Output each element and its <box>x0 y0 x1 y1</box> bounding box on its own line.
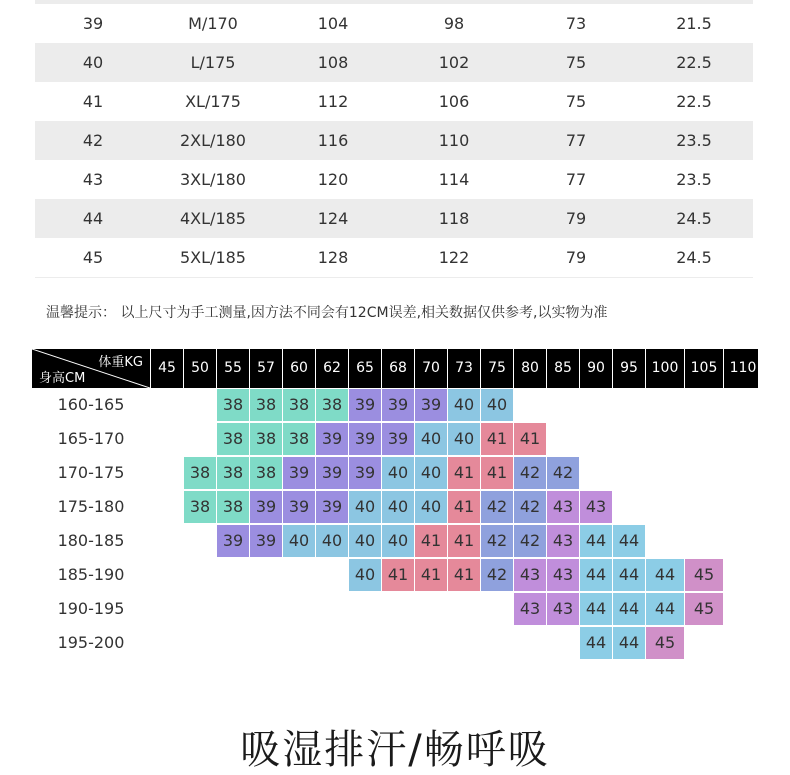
size-cell-size-code: 40 <box>82 53 104 72</box>
size-cell-length: 75 <box>565 92 587 111</box>
size-cell: 39 <box>283 457 315 489</box>
size-cell-size-label: 2XL/180 <box>180 131 246 150</box>
size-cell: 38 <box>250 423 282 455</box>
size-cell: 43 <box>514 593 546 625</box>
size-cell-size-label: L/175 <box>190 53 236 72</box>
size-cell: 43 <box>547 559 579 591</box>
size-cell: 43 <box>547 593 579 625</box>
size-row <box>35 43 753 82</box>
size-cell-shoulder: 22.5 <box>676 92 712 111</box>
size-cell: 38 <box>184 491 216 523</box>
height-label: 185-190 <box>57 565 125 584</box>
size-cell: 42 <box>481 525 513 557</box>
size-cell-shoulder: 24.5 <box>676 209 712 228</box>
size-cell: 44 <box>613 593 645 625</box>
size-cell: 40 <box>415 457 447 489</box>
size-cell-length: 77 <box>565 131 587 150</box>
size-cell: 40 <box>349 491 381 523</box>
size-cell: 41 <box>481 457 513 489</box>
size-cell: 39 <box>415 389 447 421</box>
size-cell-length: 79 <box>565 248 587 267</box>
size-cell-shoulder: 21.5 <box>676 14 712 33</box>
size-cell-length: 77 <box>565 170 587 189</box>
height-label: 160-165 <box>57 395 125 414</box>
size-cell: 43 <box>514 559 546 591</box>
size-cell-size-label: XL/175 <box>185 92 241 111</box>
size-cell-shoulder: 24.5 <box>676 248 712 267</box>
height-label: 170-175 <box>57 463 125 482</box>
size-cell: 39 <box>349 457 381 489</box>
weight-header-73: 73 <box>447 349 480 388</box>
size-cell-chest: 124 <box>317 209 349 228</box>
weight-header-68: 68 <box>381 349 414 388</box>
size-cell: 40 <box>283 525 315 557</box>
size-cell: 39 <box>283 491 315 523</box>
size-cell-chest: 112 <box>317 92 349 111</box>
size-cell: 41 <box>382 559 414 591</box>
weight-header-90: 90 <box>579 349 612 388</box>
size-cell: 39 <box>217 525 249 557</box>
size-cell: 39 <box>349 423 381 455</box>
size-cell: 45 <box>685 559 723 591</box>
size-table-body <box>35 4 753 277</box>
size-row <box>35 199 753 238</box>
size-cell: 44 <box>580 593 612 625</box>
size-cell: 44 <box>613 525 645 557</box>
weight-header-45: 45 <box>150 349 183 388</box>
size-cell: 40 <box>415 423 447 455</box>
size-cell: 39 <box>316 457 348 489</box>
size-cell-size-code: 44 <box>82 209 104 228</box>
size-cell: 43 <box>547 491 579 523</box>
size-cell-waist: 110 <box>438 131 470 150</box>
corner-weight-label: 体重KG <box>98 355 143 370</box>
size-cell: 44 <box>646 593 684 625</box>
weight-header-80: 80 <box>513 349 546 388</box>
size-cell-size-code: 41 <box>82 92 104 111</box>
size-cell: 41 <box>415 525 447 557</box>
weight-header-95: 95 <box>612 349 645 388</box>
size-cell: 40 <box>448 389 480 421</box>
size-cell: 38 <box>316 389 348 421</box>
size-cell: 42 <box>514 525 546 557</box>
size-cell: 40 <box>316 525 348 557</box>
size-table <box>35 0 753 278</box>
weight-header-60: 60 <box>282 349 315 388</box>
weight-header-85: 85 <box>546 349 579 388</box>
size-cell-chest: 128 <box>317 248 349 267</box>
size-cell: 41 <box>448 525 480 557</box>
size-cell: 42 <box>547 457 579 489</box>
size-cell: 38 <box>250 457 282 489</box>
size-cell-size-label: M/170 <box>188 14 238 33</box>
height-label: 195-200 <box>57 633 125 652</box>
size-cell-size-label: 4XL/185 <box>180 209 246 228</box>
size-cell: 45 <box>646 627 684 659</box>
weight-header-65: 65 <box>348 349 381 388</box>
size-cell: 42 <box>514 491 546 523</box>
size-cell-shoulder: 23.5 <box>676 131 712 150</box>
size-cell: 43 <box>547 525 579 557</box>
height-label: 175-180 <box>57 497 125 516</box>
size-cell: 38 <box>217 457 249 489</box>
chart-corner-cell <box>32 349 150 388</box>
size-cell-waist: 106 <box>438 92 470 111</box>
size-cell-size-code: 45 <box>82 248 104 267</box>
size-cell: 40 <box>481 389 513 421</box>
size-cell: 41 <box>415 559 447 591</box>
size-cell-waist: 122 <box>438 248 470 267</box>
size-cell: 42 <box>481 491 513 523</box>
size-cell: 39 <box>316 423 348 455</box>
corner-height-label: 身高CM <box>39 371 86 386</box>
size-cell-waist: 102 <box>438 53 470 72</box>
size-cell: 41 <box>514 423 546 455</box>
size-cell: 40 <box>415 491 447 523</box>
weight-header-105: 105 <box>684 349 723 388</box>
size-row <box>35 82 753 121</box>
weight-header-50: 50 <box>183 349 216 388</box>
size-cell-chest: 120 <box>317 170 349 189</box>
size-cell-shoulder: 22.5 <box>676 53 712 72</box>
size-cell: 41 <box>448 457 480 489</box>
size-cell: 43 <box>580 491 612 523</box>
size-cell: 45 <box>685 593 723 625</box>
size-cell-chest: 116 <box>317 131 349 150</box>
size-cell: 40 <box>349 525 381 557</box>
size-cell: 44 <box>580 525 612 557</box>
size-cell-waist: 114 <box>438 170 470 189</box>
size-cell-size-code: 43 <box>82 170 104 189</box>
size-cell: 38 <box>184 457 216 489</box>
weight-header-57: 57 <box>249 349 282 388</box>
size-cell-shoulder: 23.5 <box>676 170 712 189</box>
weight-header-55: 55 <box>216 349 249 388</box>
size-cell-size-label: 3XL/180 <box>180 170 246 189</box>
size-cell: 41 <box>448 559 480 591</box>
size-cell-chest: 104 <box>317 14 349 33</box>
size-cell: 41 <box>448 491 480 523</box>
size-cell: 40 <box>382 457 414 489</box>
size-cell: 38 <box>283 389 315 421</box>
height-label: 190-195 <box>57 599 125 618</box>
size-cell: 42 <box>514 457 546 489</box>
size-cell: 40 <box>382 491 414 523</box>
section-title: 吸湿排汗/畅呼吸 <box>240 727 550 773</box>
size-cell: 38 <box>217 491 249 523</box>
size-cell-size-code: 39 <box>82 14 104 33</box>
size-cell: 39 <box>250 491 282 523</box>
size-row <box>35 238 753 277</box>
size-cell: 38 <box>283 423 315 455</box>
weight-header-110: 110 <box>723 349 762 388</box>
size-cell: 39 <box>382 423 414 455</box>
size-cell: 44 <box>580 627 612 659</box>
size-cell: 41 <box>481 423 513 455</box>
size-cell: 44 <box>613 559 645 591</box>
weight-header-75: 75 <box>480 349 513 388</box>
size-row <box>35 4 753 43</box>
size-cell: 39 <box>382 389 414 421</box>
size-cell: 40 <box>448 423 480 455</box>
height-label: 180-185 <box>57 531 125 550</box>
size-cell: 39 <box>316 491 348 523</box>
weight-header-62: 62 <box>315 349 348 388</box>
size-cell: 39 <box>250 525 282 557</box>
size-cell: 40 <box>349 559 381 591</box>
size-cell: 44 <box>613 627 645 659</box>
size-cell-length: 75 <box>565 53 587 72</box>
size-cell-length: 79 <box>565 209 587 228</box>
size-cell: 40 <box>382 525 414 557</box>
size-table-bottom-line <box>35 277 753 278</box>
height-label: 165-170 <box>57 429 125 448</box>
size-cell: 38 <box>250 389 282 421</box>
size-cell: 38 <box>217 389 249 421</box>
size-cell-chest: 108 <box>317 53 349 72</box>
size-cell: 42 <box>481 559 513 591</box>
size-note: 温馨提示： 以上尺寸为手工测量,因方法不同会有12CM误差,相关数据仅供参考,以实物为准 <box>46 305 608 321</box>
size-cell: 44 <box>646 559 684 591</box>
size-cell-size-label: 5XL/185 <box>180 248 246 267</box>
size-cell: 38 <box>217 423 249 455</box>
size-row <box>35 121 753 160</box>
size-cell: 44 <box>580 559 612 591</box>
size-cell: 39 <box>349 389 381 421</box>
size-cell-length: 73 <box>565 14 587 33</box>
size-cell-waist: 98 <box>443 14 465 33</box>
weight-header-100: 100 <box>645 349 684 388</box>
size-cell-waist: 118 <box>438 209 470 228</box>
weight-header-70: 70 <box>414 349 447 388</box>
size-row <box>35 160 753 199</box>
size-cell-size-code: 42 <box>82 131 104 150</box>
